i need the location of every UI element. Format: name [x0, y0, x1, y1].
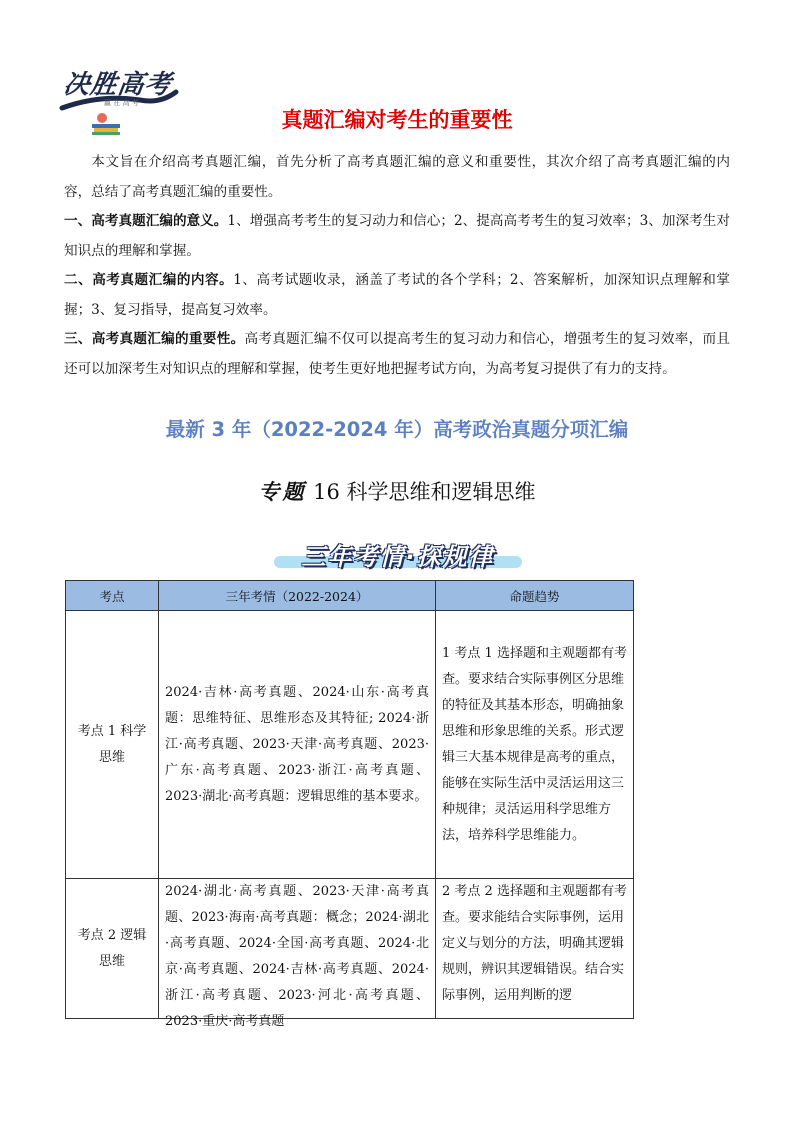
table-row — [66, 611, 634, 879]
intro-section — [64, 148, 730, 384]
column-header-point: 考点 — [66, 581, 159, 611]
history-cell: 2024·湖北·高考真题、2023·天津·高考真题、2023·海南·高考真题：概念；2024·湖北·高考真题、2024·全国·高考真题、2024·北京·高考真题、2024·吉林·高考真题、2024·浙江·高考真题、2023·河北·高考真题、2023·重庆·高考真题 — [165, 884, 429, 1029]
page-title: 真题汇编对考生的重要性 — [281, 108, 513, 132]
history-cell-wrap — [159, 879, 436, 1029]
logo-subtext: 赢 在 高 考 — [104, 99, 139, 107]
trend-cell-wrap — [436, 879, 634, 1019]
topic-tag: 专题 — [258, 479, 307, 504]
logo-text: 决胜高考 — [61, 70, 174, 100]
section-body: 1、高考试题收录，涵盖了考试的各个学科；2、答案解析，加深知识点理解和掌握；3、复习指导，提高复习效率。 — [64, 272, 731, 318]
section-importance — [64, 325, 730, 384]
banner-text: 三年考情·探规律 — [301, 543, 495, 571]
topic-heading — [0, 476, 794, 506]
collection-subtitle: 最新 3 年（2022-2024 年）高考政治真题分项汇编 — [165, 418, 629, 441]
section-content — [64, 266, 730, 325]
point-cell: 考点 2 逻辑思维 — [66, 879, 159, 1019]
exam-analysis-table — [65, 580, 634, 1029]
section-body: 1、增强高考考生的复习动力和信心；2、提高高考考生的复习效率；3、加深考生对知识点的理解和掌握。 — [64, 213, 730, 259]
section-body: 高考真题汇编不仅可以提高考生的复习动力和信心，增强考生的复习效率，而且还可以加深考生对知识点的理解和掌握，使考生更好地把握考试方向，为高考复习提供了有力的支持。 — [64, 331, 730, 377]
trend-cell: 1 考点 1 选择题和主观题都有考查。要求结合实际事例区分思维的特征及其基本形态，明确抽象思维和形象思维的关系。形式逻辑三大基本规律是高考的重点，能够在实际生活中灵活运用这三种规律；灵活运用科学思维方法，培养科学思维能力。 — [436, 611, 634, 879]
section-heading: 三、高考真题汇编的重要性。 — [64, 331, 245, 347]
section-heading: 二、高考真题汇编的内容。 — [64, 272, 234, 288]
section-banner — [274, 534, 522, 574]
intro-paragraph: 本文旨在介绍高考真题汇编，首先分析了高考真题汇编的意义和重要性，其次介绍了高考真题汇编的内容，总结了高考真题汇编的重要性。 — [64, 154, 730, 200]
section-heading: 一、高考真题汇编的意义。 — [64, 213, 228, 229]
topic-text: 16 科学思维和逻辑思维 — [313, 480, 536, 504]
section-significance — [64, 207, 730, 266]
column-header-trend: 命题趋势 — [436, 581, 634, 611]
table-header-row — [66, 581, 634, 611]
table-row — [66, 879, 634, 1019]
point-cell: 考点 1 科学思维 — [66, 611, 159, 879]
column-header-history: 三年考情（2022-2024） — [159, 581, 436, 611]
trend-cell: 2 考点 2 选择题和主观题都有考查。要求能结合实际事例，运用定义与划分的方法，明确其逻辑规则，辨识其逻辑错误。结合实际事例，运用判断的逻 — [442, 884, 627, 1003]
history-cell: 2024·吉林·高考真题、2024·山东·高考真题：思维特征、思维形态及其特征; 2024·浙江·高考真题、2023·天津·高考真题、2023·广东·高考真题、2023·浙江·高考真题、2023·湖北·高考真题：逻辑思维的基本要求。 — [159, 611, 436, 879]
